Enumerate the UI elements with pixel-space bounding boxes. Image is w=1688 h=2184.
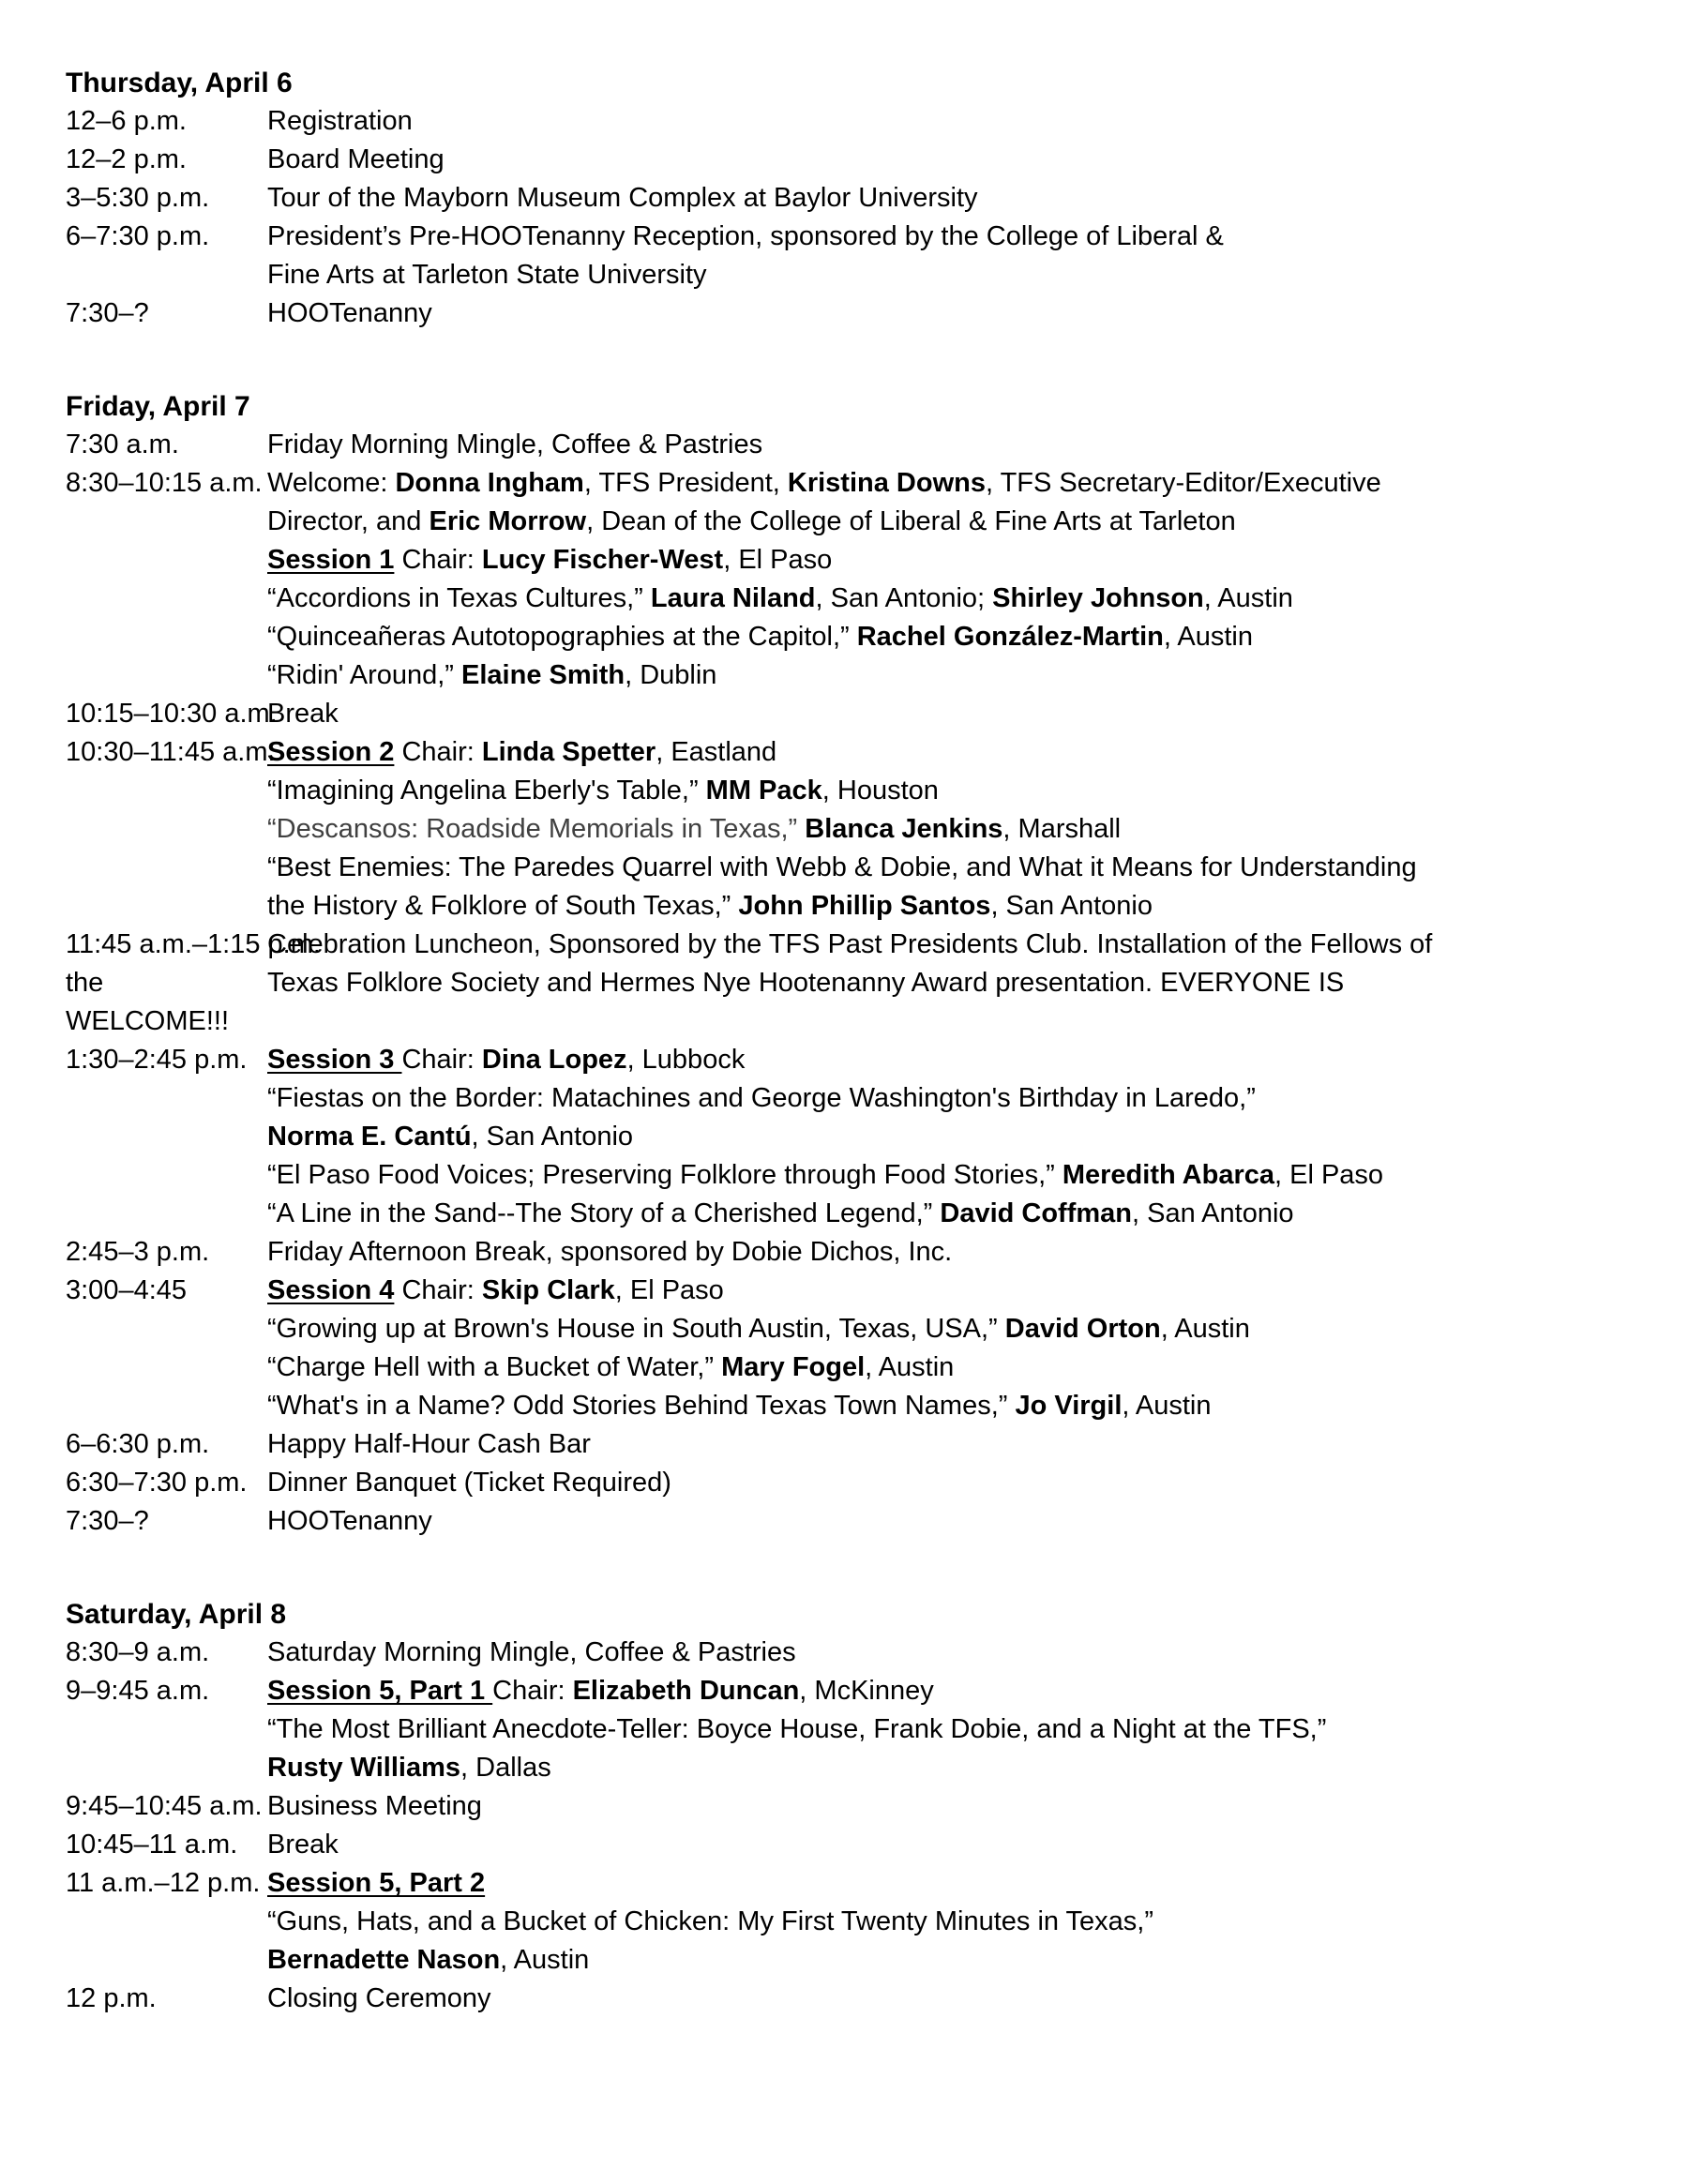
text-segment: Norma E. Cantú (267, 1122, 472, 1152)
text-segment: , Austin (1122, 1391, 1212, 1421)
text-segment: Closing Ceremony (267, 1983, 491, 2013)
text-segment: Chair: (394, 737, 482, 767)
text-segment: , Austin (1160, 1314, 1250, 1344)
text-segment: Linda Spetter (481, 737, 656, 767)
text-segment: John Phillip Santos (738, 891, 991, 921)
text-segment: , Lubbock (626, 1045, 746, 1075)
text-segment: Friday Afternoon Break, sponsored by Dobie Dichos, Inc. (267, 1237, 953, 1267)
description-cell (267, 733, 1622, 926)
time-cell (66, 1425, 267, 1464)
text-segment: Happy Half-Hour Cash Bar (267, 1429, 591, 1459)
text-segment: , San Antonio; (815, 583, 993, 613)
text-segment: , Austin (1163, 622, 1253, 652)
schedule-row (66, 464, 1622, 695)
schedule-line (267, 772, 1622, 810)
text-segment: “The Most Brilliant Anecdote-Teller: Boyce House, Frank Dobie, and a Night at the TFS,” (267, 1714, 1327, 1744)
text-segment: “Ridin' Around,” (267, 660, 462, 690)
text-segment: Business Meeting (267, 1791, 482, 1821)
time-label: 12–6 p.m. (66, 106, 187, 136)
time-cell (66, 926, 321, 1041)
text-segment: David Coffman (940, 1198, 1133, 1228)
text-segment: Bernadette Nason (267, 1945, 501, 1975)
schedule-line (267, 618, 1622, 656)
schedule-row (66, 926, 1622, 1041)
text-segment: , TFS President, (583, 468, 788, 498)
schedule-line (267, 733, 1622, 772)
time-label: 12 p.m. (66, 1983, 157, 2013)
schedule-line (267, 179, 1622, 218)
text-segment: Tour of the Mayborn Museum Complex at Baylor University (267, 183, 978, 213)
time-cell (66, 464, 267, 503)
text-segment: , McKinney (799, 1676, 934, 1706)
text-segment: Elaine Smith (461, 660, 625, 690)
text-segment: “Guns, Hats, and a Bucket of Chicken: My First Twenty Minutes in Texas,” (267, 1906, 1154, 1936)
text-segment: , Houston (821, 776, 939, 806)
time-label: the (66, 968, 104, 998)
schedule-line (267, 218, 1622, 256)
text-segment: Rachel González-Martin (856, 622, 1164, 652)
time-cell (66, 1787, 267, 1826)
time-cell (66, 102, 267, 141)
text-segment: Lucy Fischer-West (481, 545, 724, 575)
text-segment: “Quinceañeras Autotopographies at the Capitol,” (267, 622, 857, 652)
time-cell (66, 1233, 267, 1272)
time-cell (66, 1634, 267, 1672)
schedule-line (267, 964, 1622, 1002)
text-segment: “El Paso Food Voices; Preserving Folklore through Food Stories,” (267, 1160, 1063, 1190)
schedule-row (66, 1464, 1622, 1502)
text-segment: Laura Niland (650, 583, 816, 613)
text-segment: , Austin (865, 1352, 955, 1382)
description-cell (267, 1464, 1622, 1502)
schedule-line (267, 1041, 1622, 1079)
description-cell (267, 426, 1622, 464)
description-cell (267, 464, 1622, 695)
schedule-line (267, 1672, 1622, 1710)
schedule-line (267, 1464, 1622, 1502)
time-label: 12–2 p.m. (66, 144, 187, 174)
schedule-row (66, 1980, 1622, 2018)
schedule-row (66, 733, 1622, 926)
schedule-line (267, 1826, 1622, 1864)
schedule-row (66, 1864, 1622, 1980)
text-segment: , TFS Secretary-Editor/Executive (985, 468, 1381, 498)
schedule-row (66, 141, 1622, 179)
time-label: 9–9:45 a.m. (66, 1676, 210, 1706)
text-segment: “Descansos: Roadside Memorials in Texas,” (267, 814, 798, 844)
day-header: Saturday, April 8 (66, 1599, 287, 1630)
time-label: 1:30–2:45 p.m. (66, 1045, 248, 1075)
text-segment: Session 3 (267, 1045, 402, 1075)
schedule-row (66, 1826, 1622, 1864)
time-cell (66, 218, 267, 256)
text-segment: Board Meeting (267, 144, 445, 174)
day-header: Thursday, April 6 (66, 68, 293, 98)
text-segment: Registration (267, 106, 413, 136)
schedule-line (267, 1387, 1622, 1425)
schedule-row (66, 426, 1622, 464)
schedule-line (267, 1710, 1622, 1749)
text-segment: HOOTenanny (267, 1506, 432, 1536)
text-segment: , San Antonio (990, 891, 1153, 921)
text-segment: Dinner Banquet (Ticket Required) (267, 1468, 671, 1498)
text-segment: Texas Folklore Society and Hermes Nye Hootenanny Award presentation. EVERYONE IS (267, 968, 1345, 998)
description-cell (267, 926, 1622, 1002)
time-label: 3:00–4:45 (66, 1275, 188, 1305)
text-segment: Director, and (267, 506, 430, 536)
schedule-line (267, 294, 1622, 333)
time-cell (66, 733, 276, 772)
time-label: 10:15–10:30 a.m. (66, 699, 278, 729)
schedule-line (267, 887, 1622, 926)
schedule-line (267, 1941, 1622, 1980)
description-cell (267, 1272, 1622, 1425)
time-cell (66, 294, 267, 333)
text-segment: Skip Clark (481, 1275, 615, 1305)
schedule-row (66, 102, 1622, 141)
day-section (66, 387, 1622, 1541)
time-cell (66, 1826, 267, 1864)
description-cell (267, 1233, 1622, 1272)
text-segment: “What's in a Name? Odd Stories Behind Texas Town Names,” (267, 1391, 1016, 1421)
text-segment: Chair: (492, 1676, 573, 1706)
schedule-line (267, 1634, 1622, 1672)
schedule-row (66, 1502, 1622, 1541)
description-cell (267, 695, 1622, 733)
schedule-line (267, 1502, 1622, 1541)
schedule-line (267, 849, 1622, 887)
text-segment: Session 1 (267, 545, 395, 575)
schedule-row (66, 1041, 1622, 1233)
description-cell (267, 102, 1622, 141)
time-label: 3–5:30 p.m. (66, 183, 210, 213)
time-label: 10:45–11 a.m. (66, 1830, 238, 1860)
time-label: 9:45–10:45 a.m. (66, 1791, 263, 1821)
schedule-line (267, 1310, 1622, 1348)
schedule-line (267, 1233, 1622, 1272)
description-cell (267, 1787, 1622, 1826)
text-segment: Session 5, Part 1 (267, 1676, 493, 1706)
text-segment: Break (267, 1830, 339, 1860)
text-segment: Rusty Williams (267, 1753, 461, 1783)
text-segment: David Orton (1004, 1314, 1161, 1344)
text-segment: HOOTenanny (267, 298, 432, 328)
text-segment: Chair: (394, 1275, 482, 1305)
schedule-line (267, 1118, 1622, 1156)
time-cell (66, 695, 278, 733)
text-segment: Saturday Morning Mingle, Coffee & Pastries (267, 1637, 796, 1667)
text-segment: “Charge Hell with a Bucket of Water,” (267, 1352, 722, 1382)
time-label: 8:30–9 a.m. (66, 1637, 210, 1667)
schedule-line (267, 426, 1622, 464)
text-segment: Session 5, Part 2 (267, 1868, 486, 1898)
schedule-row (66, 218, 1622, 294)
schedule-line (267, 1079, 1622, 1118)
schedule-row (66, 179, 1622, 218)
text-segment: Chair: (401, 1045, 482, 1075)
schedule-row (66, 1272, 1622, 1425)
text-segment: the History & Folklore of South Texas,” (267, 891, 739, 921)
text-segment: Eric Morrow (429, 506, 587, 536)
day-section (66, 64, 1622, 333)
text-segment: , Austin (1203, 583, 1293, 613)
schedule-line (267, 1749, 1622, 1787)
schedule-line (267, 810, 1622, 849)
text-segment: Break (267, 699, 339, 729)
schedule-row (66, 1634, 1622, 1672)
schedule-line (267, 695, 1622, 733)
description-cell (267, 1502, 1622, 1541)
text-segment: Meredith Abarca (1062, 1160, 1274, 1190)
time-cell (66, 1864, 267, 1903)
time-cell (66, 1672, 267, 1710)
schedule-line (267, 1980, 1622, 2018)
text-segment: Elizabeth Duncan (572, 1676, 800, 1706)
time-label: 6–7:30 p.m. (66, 221, 210, 251)
time-label: 8:30–10:15 a.m. (66, 468, 263, 498)
schedule-row (66, 695, 1622, 733)
text-segment: “Imagining Angelina Eberly's Table,” (267, 776, 706, 806)
text-segment: , Eastland (656, 737, 777, 767)
text-segment: , San Antonio (1132, 1198, 1294, 1228)
schedule-row (66, 1233, 1622, 1272)
schedule-line (267, 1348, 1622, 1387)
text-segment: Celebration Luncheon, Sponsored by the TFS Past Presidents Club. Installation of the Fellows of (267, 929, 1433, 959)
description-cell (267, 294, 1622, 333)
text-segment: “Growing up at Brown's House in South Austin, Texas, USA,” (267, 1314, 1005, 1344)
time-cell (66, 179, 267, 218)
text-segment: Kristina Downs (787, 468, 986, 498)
schedule-line (267, 141, 1622, 179)
schedule-line (267, 1156, 1622, 1195)
schedule-line (267, 503, 1622, 541)
schedule-line (267, 926, 1622, 964)
schedule-line (267, 256, 1622, 294)
schedule-line (267, 1903, 1622, 1941)
description-cell (267, 179, 1622, 218)
schedule-row (66, 1425, 1622, 1464)
description-cell (267, 1425, 1622, 1464)
time-label: 10:30–11:45 a.m. (66, 737, 276, 767)
text-segment: , Dallas (460, 1753, 551, 1783)
schedule-line (267, 1195, 1622, 1233)
text-segment: , Austin (500, 1945, 590, 1975)
schedule-line (267, 464, 1622, 503)
text-segment: “Fiestas on the Border: Matachines and George Washington's Birthday in Laredo,” (267, 1083, 1256, 1113)
time-label: 6–6:30 p.m. (66, 1429, 210, 1459)
time-cell (66, 141, 267, 179)
text-segment: President’s Pre-HOOTenanny Reception, sponsored by the College of Liberal & (267, 221, 1224, 251)
text-segment: , El Paso (1274, 1160, 1384, 1190)
description-cell (267, 1864, 1622, 1980)
time-label: WELCOME!!! (66, 1006, 230, 1036)
text-segment: , El Paso (723, 545, 833, 575)
schedule-line (267, 1864, 1622, 1903)
time-cell (66, 1041, 267, 1079)
text-segment: Welcome: (267, 468, 396, 498)
schedule-line (267, 580, 1622, 618)
description-cell (267, 1980, 1622, 2018)
text-segment: Chair: (394, 545, 482, 575)
day-section (66, 1595, 1622, 2018)
description-cell (267, 218, 1622, 294)
description-cell (267, 1041, 1622, 1233)
schedule-line (267, 1272, 1622, 1310)
text-segment: Shirley Johnson (992, 583, 1204, 613)
schedule-row (66, 1672, 1622, 1787)
day-header: Friday, April 7 (66, 391, 250, 422)
time-cell (66, 426, 267, 464)
time-cell (66, 1464, 267, 1502)
schedule-row (66, 294, 1622, 333)
schedule-line (267, 102, 1622, 141)
time-label: 7:30–? (66, 298, 149, 328)
description-cell (267, 1672, 1622, 1787)
text-segment: , Dean of the College of Liberal & Fine Arts at Tarleton (586, 506, 1236, 536)
time-label: 7:30–? (66, 1506, 149, 1536)
time-cell (66, 1502, 267, 1541)
text-segment: “A Line in the Sand--The Story of a Cherished Legend,” (267, 1198, 941, 1228)
schedule-line (267, 541, 1622, 580)
time-label: 6:30–7:30 p.m. (66, 1468, 248, 1498)
text-segment: Session 2 (267, 737, 395, 767)
time-cell (66, 1980, 267, 2018)
description-cell (267, 141, 1622, 179)
text-segment: Fine Arts at Tarleton State University (267, 260, 707, 290)
schedule-line (267, 656, 1622, 695)
schedule-line (267, 1425, 1622, 1464)
time-label: 11:45 a.m.–1:15 p.m. (66, 929, 321, 959)
text-segment: Jo Virgil (1015, 1391, 1123, 1421)
text-segment: Dina Lopez (481, 1045, 627, 1075)
text-segment: , Marshall (1002, 814, 1122, 844)
text-segment: Mary Fogel (721, 1352, 866, 1382)
text-segment: “Best Enemies: The Paredes Quarrel with Webb & Dobie, and What it Means for Understanding (267, 852, 1417, 882)
description-cell (267, 1634, 1622, 1672)
time-cell (66, 1272, 267, 1310)
time-label: 7:30 a.m. (66, 429, 179, 459)
text-segment: Friday Morning Mingle, Coffee & Pastries (267, 429, 763, 459)
text-segment: “Accordions in Texas Cultures,” (267, 583, 651, 613)
text-segment: Donna Ingham (395, 468, 584, 498)
description-cell (267, 1826, 1622, 1864)
schedule-row (66, 1787, 1622, 1826)
time-label: 2:45–3 p.m. (66, 1237, 210, 1267)
schedule-line (267, 1787, 1622, 1826)
text-segment: Session 4 (267, 1275, 395, 1305)
text-segment: MM Pack (705, 776, 822, 806)
text-segment: , San Antonio (471, 1122, 634, 1152)
text-segment: , El Paso (614, 1275, 724, 1305)
time-label: 11 a.m.–12 p.m. (66, 1868, 261, 1898)
text-segment: , Dublin (625, 660, 717, 690)
text-segment: Blanca Jenkins (805, 814, 1003, 844)
